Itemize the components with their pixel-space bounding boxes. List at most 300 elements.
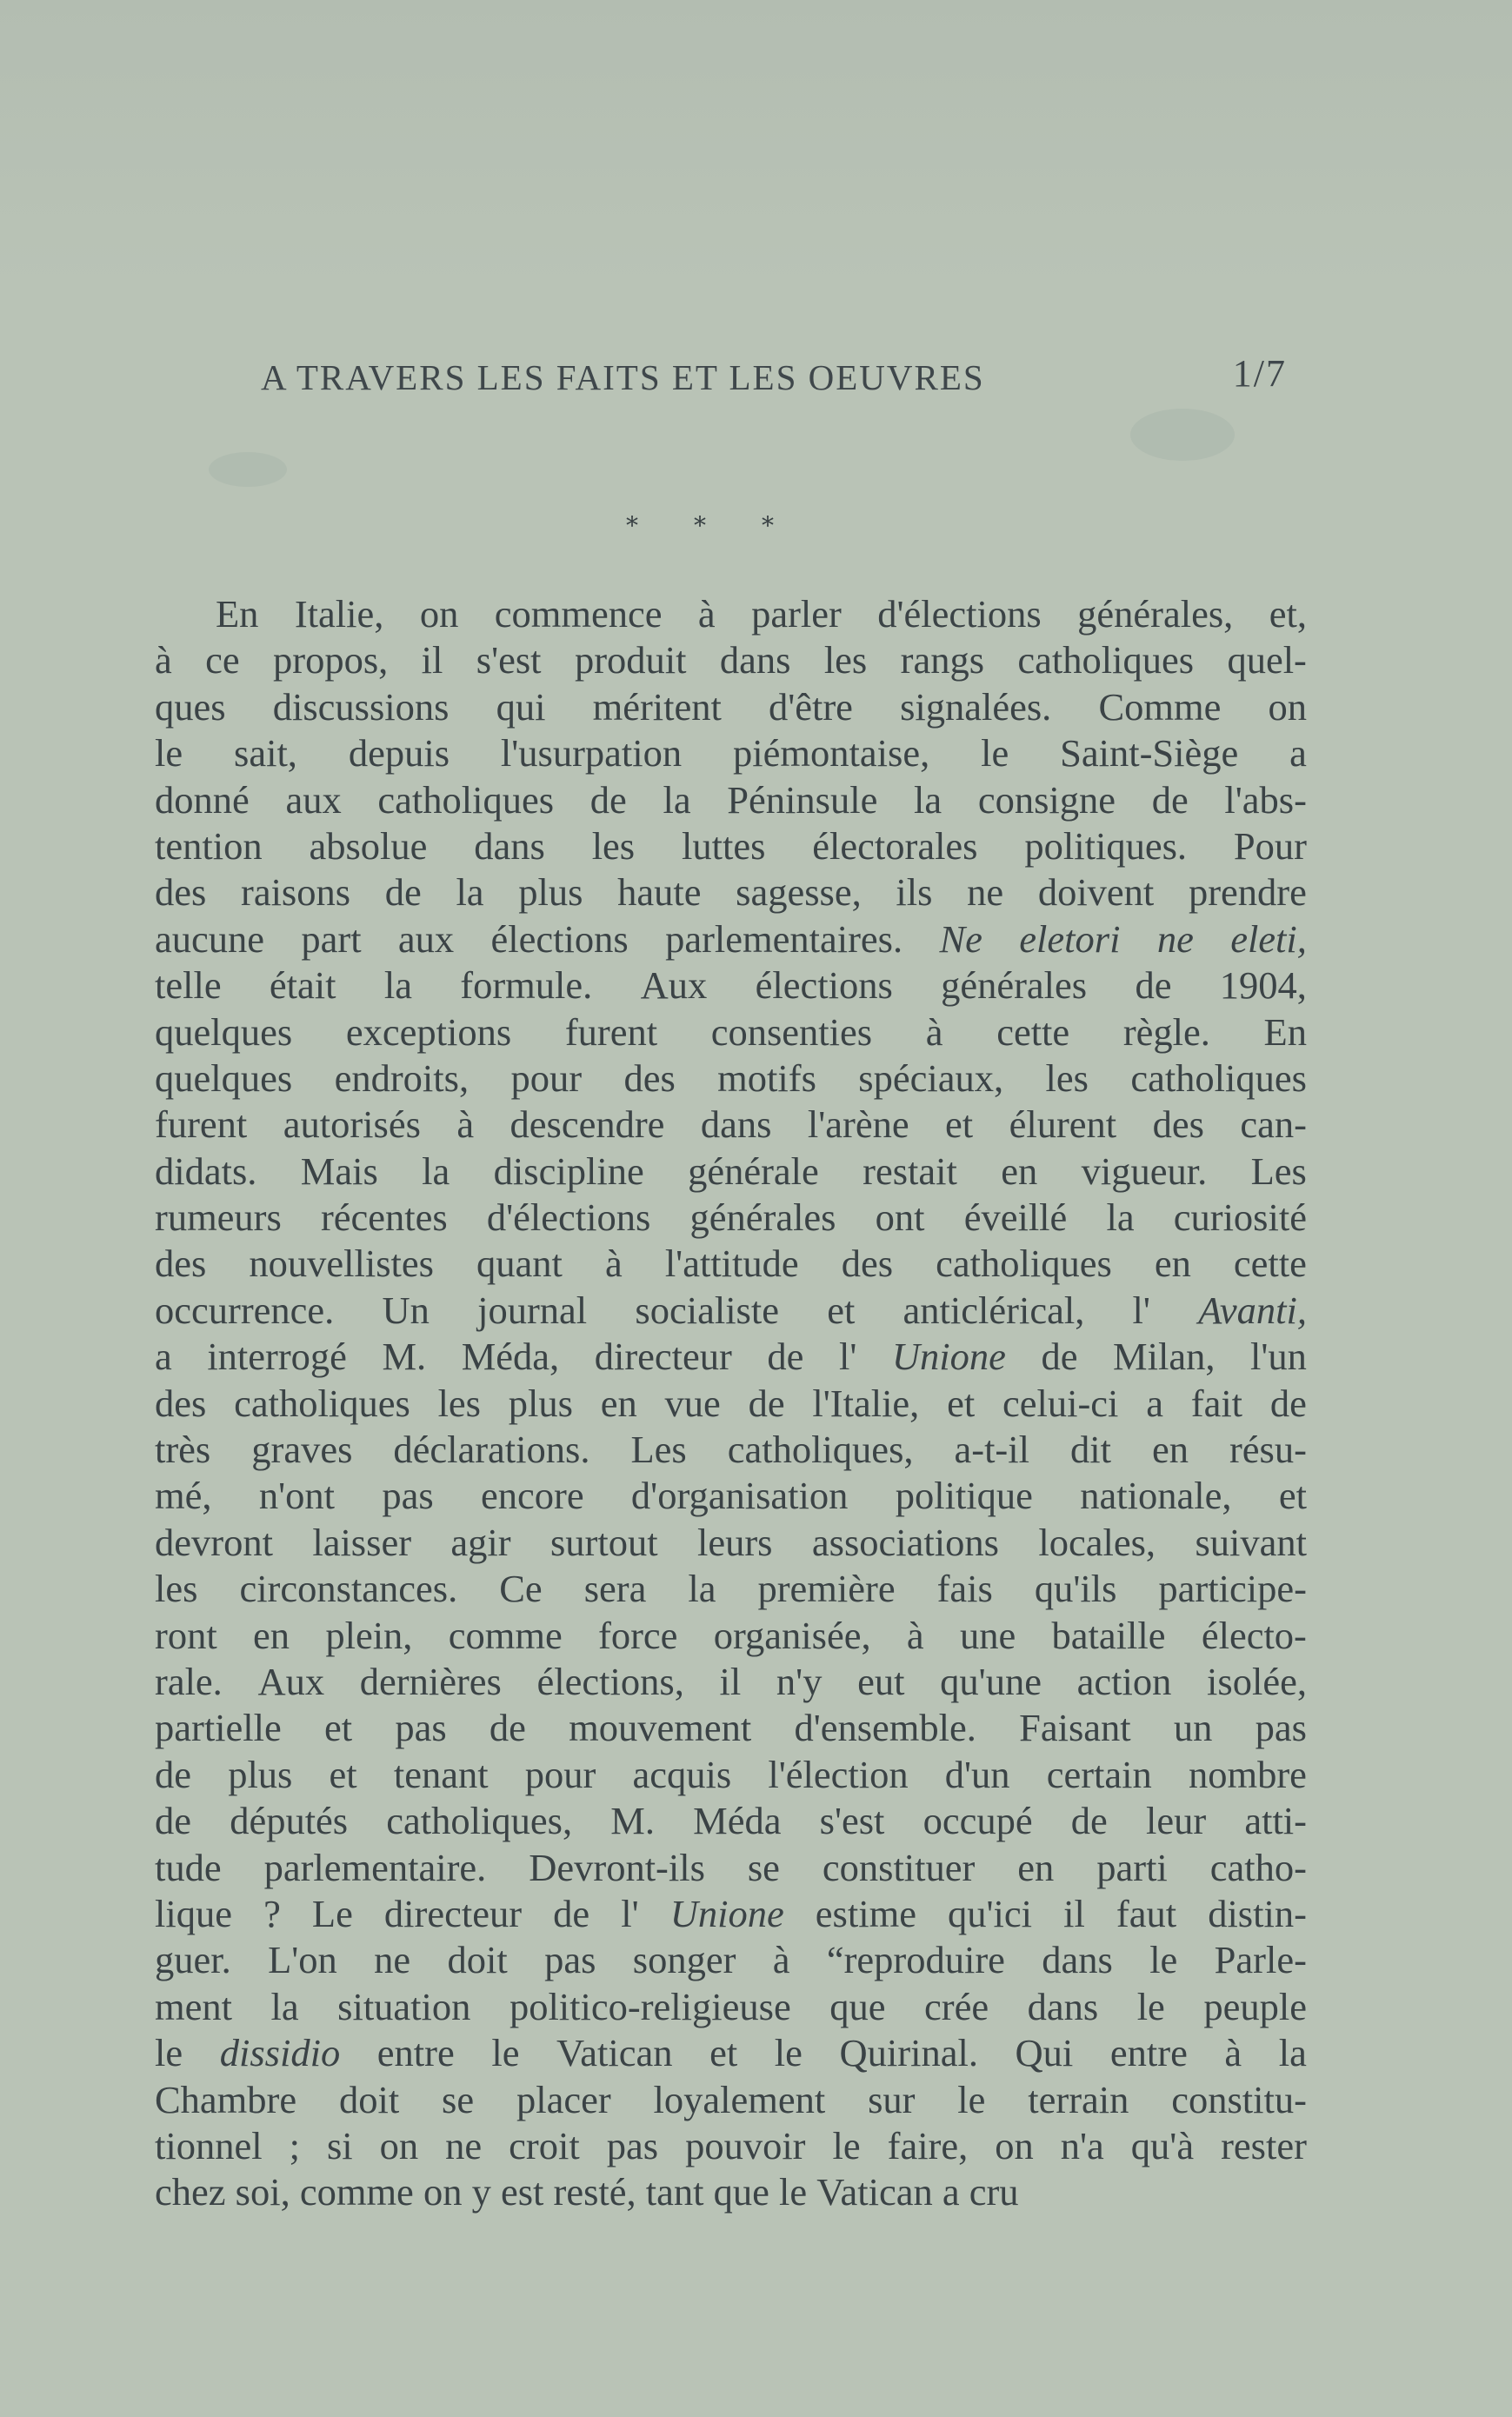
word: et	[709, 2031, 738, 2075]
word: le	[155, 2031, 183, 2075]
word: quant	[476, 1242, 563, 1286]
word: l'élection	[768, 1752, 909, 1796]
word: Méda,	[461, 1335, 560, 1379]
word: élections	[755, 963, 893, 1008]
word: de	[1135, 963, 1172, 1008]
word: associations	[811, 1520, 999, 1564]
word: dans	[474, 823, 545, 868]
word: des	[623, 1055, 676, 1100]
word: ils	[896, 870, 933, 915]
word: on	[423, 2170, 472, 2214]
word: la	[914, 777, 943, 822]
word: fais	[936, 1567, 993, 1611]
word: qu'ils	[1034, 1567, 1117, 1611]
word: motifs	[717, 1055, 816, 1100]
word: de	[767, 1335, 804, 1379]
word: estime	[815, 1891, 916, 1935]
section-break-ornament	[626, 511, 774, 540]
word: fait	[1190, 1381, 1243, 1425]
word: l'	[1132, 1288, 1150, 1332]
word: piémontaise,	[733, 731, 930, 776]
word: en	[253, 1613, 290, 1657]
word: les	[591, 823, 636, 868]
word: on	[379, 2123, 419, 2167]
word: résu-	[1229, 1428, 1307, 1472]
word: doit	[338, 2077, 400, 2121]
word: nombre	[1188, 1752, 1307, 1796]
word: d'ensemble.	[794, 1706, 976, 1750]
word: première	[757, 1567, 896, 1611]
word: la	[270, 1984, 299, 2028]
word: occurrence.	[155, 1288, 335, 1332]
word: et	[827, 1288, 856, 1332]
word: plus	[518, 870, 583, 915]
word: pas	[606, 2123, 659, 2167]
text-line	[155, 1149, 1307, 1195]
word: soi,	[235, 2170, 300, 2214]
word: de	[1151, 777, 1189, 822]
word: Qui	[1015, 2031, 1074, 2075]
word: devront	[155, 1520, 273, 1564]
word: pouvoir	[685, 2123, 806, 2167]
word: la	[1106, 1195, 1135, 1240]
word: l'attitude	[664, 1242, 799, 1286]
word: Unione	[891, 1335, 1006, 1379]
word: à	[697, 592, 716, 636]
text-line	[155, 1845, 1307, 1891]
word: le	[155, 731, 183, 776]
word: vigueur.	[1081, 1149, 1208, 1193]
text-line	[155, 1381, 1307, 1427]
word: constituer	[822, 1845, 976, 1889]
word: que	[713, 2170, 780, 2214]
word: sait,	[234, 731, 297, 776]
word: curiosité	[1173, 1195, 1307, 1240]
word: a	[155, 1335, 172, 1379]
word: aucune	[155, 916, 265, 961]
word: songer	[632, 1938, 736, 1982]
word: absolue	[309, 823, 428, 868]
word: le	[779, 2170, 817, 2214]
word: Péninsule	[727, 777, 878, 822]
word: générales	[689, 1195, 836, 1240]
word: raisons	[241, 870, 351, 915]
word: haute	[617, 870, 702, 915]
word: can-	[1240, 1102, 1307, 1147]
word: pas	[544, 1938, 596, 1982]
word: s'est	[476, 638, 542, 682]
word: partielle	[155, 1706, 282, 1750]
word: parti	[1096, 1845, 1168, 1889]
word: participe-	[1158, 1567, 1307, 1611]
word: a-t-il	[954, 1428, 1029, 1472]
word: entre	[376, 2031, 455, 2075]
word: des	[841, 1242, 894, 1286]
word: Ce	[499, 1567, 543, 1611]
word: peuple	[1203, 1984, 1307, 2028]
word: catholiques	[1130, 1055, 1307, 1100]
word: la	[663, 777, 691, 822]
word: la	[688, 1567, 716, 1611]
word: force	[598, 1613, 678, 1657]
word: ce	[205, 638, 240, 682]
word: aux	[397, 916, 455, 961]
word: ne	[374, 1938, 411, 1982]
text-line	[155, 1752, 1307, 1798]
word: est	[500, 2170, 554, 2214]
running-title: A TRAVERS LES FAITS ET LES OEUVRES	[261, 357, 985, 397]
word: commence	[494, 592, 663, 636]
word: Saint-Siège	[1060, 731, 1239, 776]
word: les	[1045, 1055, 1089, 1100]
word: qu'à	[1130, 2123, 1195, 2167]
word: l'abs-	[1224, 777, 1307, 822]
word: occupé	[923, 1799, 1033, 1843]
word: ;	[289, 2123, 300, 2167]
word: atti-	[1244, 1799, 1307, 1843]
text-line	[155, 637, 1307, 683]
word: et	[1278, 1474, 1307, 1518]
asterisk: *	[762, 511, 774, 540]
word: doivent	[1037, 870, 1155, 915]
word: Les	[630, 1428, 687, 1472]
word: d'organisation	[630, 1474, 849, 1518]
word: agir	[450, 1520, 511, 1564]
word: “reproduire	[826, 1938, 1005, 1982]
word: a	[1289, 731, 1307, 776]
word: cette	[1233, 1242, 1307, 1286]
word: dit	[1069, 1428, 1111, 1472]
word: dans	[700, 1102, 772, 1147]
word: d'être	[768, 684, 853, 729]
word: catholiques	[234, 1381, 410, 1425]
word: électorales	[812, 823, 978, 868]
word: ment	[155, 1984, 232, 2028]
word: Unione	[669, 1891, 784, 1935]
word: n'ont	[258, 1474, 335, 1518]
word: Un	[382, 1288, 430, 1332]
word: Le	[311, 1891, 353, 1935]
word: l'usurpation	[500, 731, 683, 776]
text-line	[155, 962, 1307, 1009]
word: parlementaires.	[665, 916, 903, 961]
text-line	[155, 1520, 1307, 1566]
word: resté,	[553, 2170, 646, 2214]
word: catholiques	[936, 1242, 1112, 1286]
word: faire,	[887, 2123, 969, 2167]
word: ront	[155, 1613, 217, 1657]
running-header	[261, 352, 1287, 409]
word: lique	[155, 1891, 232, 1935]
text-line	[155, 2169, 1307, 2215]
word: comme	[448, 1613, 563, 1657]
word: situation	[337, 1984, 471, 2028]
word: catholiques,	[727, 1428, 914, 1472]
word: prendre	[1188, 870, 1307, 915]
word: rangs	[900, 638, 985, 682]
word: qui	[496, 684, 546, 729]
word: En	[1263, 1009, 1307, 1054]
word: on	[419, 592, 459, 636]
word: de	[384, 870, 422, 915]
word: de	[155, 1799, 192, 1843]
text-line	[155, 1195, 1307, 1241]
word: de	[1269, 1381, 1307, 1425]
word: à	[456, 1102, 475, 1147]
word: eut	[857, 1659, 905, 1703]
word: le	[1149, 1938, 1178, 1982]
word: une	[959, 1613, 1016, 1657]
word: Ne	[939, 916, 982, 961]
word: Avanti,	[1198, 1288, 1307, 1332]
word: part	[301, 916, 362, 961]
word: en	[600, 1381, 637, 1425]
word: comme	[299, 2170, 423, 2214]
word: Italie,	[294, 592, 384, 636]
text-line	[155, 591, 1307, 637]
word: sera	[583, 1567, 647, 1611]
body-paragraph	[155, 591, 1307, 2216]
word: a	[1146, 1381, 1163, 1425]
word: acquis	[632, 1752, 732, 1796]
word: luttes	[681, 823, 766, 868]
word: nouvellistes	[249, 1242, 434, 1286]
asterisk: *	[626, 511, 638, 540]
word: discipline	[493, 1149, 644, 1193]
word: que	[829, 1984, 886, 2028]
word: élections	[490, 916, 629, 961]
word: interrogé	[207, 1335, 347, 1379]
word: Quirinal.	[839, 2031, 978, 2075]
word: le	[491, 2031, 520, 2075]
word: certain	[1046, 1752, 1152, 1796]
word: Aux	[640, 963, 708, 1008]
word: catholiques	[377, 777, 555, 822]
word: telle	[155, 963, 222, 1008]
word: l'arène	[807, 1102, 909, 1147]
word: quelques	[155, 1055, 293, 1100]
word: on	[995, 2123, 1034, 2167]
word: les	[437, 1381, 481, 1425]
word: était	[269, 963, 336, 1008]
word: et	[324, 1706, 353, 1750]
word: guer.	[155, 1938, 231, 1982]
word: un	[1173, 1706, 1213, 1750]
text-line	[155, 684, 1307, 730]
word: en	[1151, 1428, 1189, 1472]
word: de	[155, 1752, 192, 1796]
word: générales,	[1077, 592, 1234, 636]
text-line	[155, 1288, 1307, 1334]
text-line	[155, 1705, 1307, 1751]
word: n'y	[776, 1659, 823, 1703]
word: directeur	[383, 1891, 523, 1935]
word: anticlérical,	[903, 1288, 1085, 1332]
word: ?	[263, 1891, 281, 1935]
word: didats.	[155, 1149, 257, 1193]
text-line	[155, 1427, 1307, 1473]
word: ne	[445, 2123, 483, 2167]
word: la	[383, 963, 412, 1008]
word: l'	[621, 1891, 639, 1935]
word: 1904,	[1219, 963, 1307, 1008]
word: terrain	[1028, 2077, 1129, 2121]
word: Vatican	[816, 2170, 943, 2214]
word: n'a	[1060, 2123, 1104, 2167]
word: dans	[1027, 1984, 1099, 2028]
word: parler	[751, 592, 842, 636]
word: et	[329, 1752, 357, 1796]
word: consenties	[710, 1009, 873, 1054]
word: il	[719, 1659, 742, 1703]
word: des	[155, 1242, 207, 1286]
word: catho-	[1209, 1845, 1307, 1889]
word: quel-	[1227, 638, 1307, 682]
word: formule.	[460, 963, 593, 1008]
word: à	[772, 1938, 790, 1982]
word: la	[456, 870, 484, 915]
word: se	[442, 2077, 475, 2121]
word: les	[823, 638, 868, 682]
word: rale.	[155, 1659, 223, 1703]
word: Aux	[257, 1659, 325, 1703]
word: tant	[645, 2170, 714, 2214]
word: la	[1278, 2031, 1307, 2075]
word: cette	[996, 1009, 1070, 1054]
word: générales	[941, 963, 1088, 1008]
word: doit	[447, 1938, 508, 1982]
word: ne	[1156, 916, 1194, 961]
word: élurent	[1009, 1102, 1117, 1147]
word: plus	[508, 1381, 573, 1425]
word: tionnel	[155, 2123, 263, 2167]
word: il	[421, 638, 443, 682]
word: discussions	[272, 684, 450, 729]
word: on	[1268, 684, 1307, 729]
word: propos,	[273, 638, 389, 682]
word: les	[155, 1567, 198, 1611]
word: d'élections	[877, 592, 1042, 636]
word: quelques	[155, 1009, 293, 1054]
word: ont	[875, 1195, 925, 1240]
word: M.	[382, 1335, 427, 1379]
word: générale	[688, 1149, 819, 1193]
word: aux	[285, 777, 342, 822]
word: mouvement	[569, 1706, 752, 1750]
word: furent	[564, 1009, 658, 1054]
text-line	[155, 1055, 1307, 1102]
word: la	[422, 1149, 450, 1193]
word: eleti,	[1230, 916, 1307, 961]
word: autorisés	[283, 1102, 421, 1147]
word: le	[1136, 1984, 1165, 2028]
word: dissidio	[219, 2031, 341, 2075]
word: des	[1152, 1102, 1204, 1147]
word: exceptions	[345, 1009, 512, 1054]
word: placer	[516, 2077, 611, 2121]
word: de	[589, 777, 627, 822]
word: constitu-	[1171, 2077, 1307, 2121]
word: leurs	[697, 1520, 773, 1564]
word: rester	[1221, 2123, 1307, 2167]
word: y	[471, 2170, 501, 2214]
word: journal	[477, 1288, 588, 1332]
text-line	[155, 916, 1307, 962]
word: de	[748, 1381, 785, 1425]
word: politico-religieuse	[509, 1984, 791, 2028]
word: encore	[481, 1474, 584, 1518]
text-line	[155, 1473, 1307, 1519]
text-line	[155, 777, 1307, 823]
word: députés	[230, 1799, 349, 1843]
word: à	[1224, 2031, 1242, 2075]
text-line	[155, 1659, 1307, 1705]
word: à	[155, 638, 172, 682]
word: circonstances.	[239, 1567, 458, 1611]
word: tention	[155, 823, 263, 868]
word: qu'ici	[948, 1891, 1033, 1935]
word: catholiques	[1017, 638, 1195, 682]
word: sur	[868, 2077, 916, 2121]
word: déclarations.	[393, 1428, 590, 1472]
word: locales,	[1038, 1520, 1156, 1564]
word: laisser	[312, 1520, 412, 1564]
word: loyalement	[653, 2077, 826, 2121]
text-line	[155, 2030, 1307, 2076]
word: pour	[510, 1055, 583, 1100]
word: si	[326, 2123, 353, 2167]
word: et,	[1269, 592, 1307, 636]
word: des	[155, 1381, 207, 1425]
word: suivant	[1195, 1520, 1307, 1564]
word: récentes	[320, 1195, 448, 1240]
asterisk: *	[694, 511, 706, 540]
word: rumeurs	[155, 1195, 282, 1240]
text-line	[155, 2077, 1307, 2123]
word: ne	[967, 870, 1004, 915]
word: le	[957, 2077, 986, 2121]
text-line	[155, 1241, 1307, 1287]
word: en	[1001, 1149, 1038, 1193]
word: nationale,	[1080, 1474, 1232, 1518]
page-number: 1/7	[1232, 352, 1287, 395]
word: furent	[155, 1102, 248, 1147]
word: le	[774, 2031, 803, 2075]
word: tude	[155, 1845, 222, 1889]
word: dans	[719, 638, 791, 682]
text-line	[155, 869, 1307, 916]
word: tenant	[393, 1752, 489, 1796]
word: Devront-ils	[529, 1845, 705, 1889]
word: faut	[1116, 1891, 1177, 1935]
word: croit	[509, 2123, 580, 2167]
word: bataille	[1051, 1613, 1166, 1657]
word: spéciaux,	[858, 1055, 1004, 1100]
word: électo-	[1201, 1613, 1307, 1657]
word: socialiste	[635, 1288, 779, 1332]
word: d'un	[944, 1752, 1010, 1796]
word: Vatican	[556, 2031, 673, 2075]
word: des	[155, 870, 207, 915]
word: graves	[251, 1428, 353, 1472]
word: consigne	[977, 777, 1116, 822]
text-line	[155, 730, 1307, 776]
word: il	[1063, 1891, 1085, 1935]
word: à	[925, 1009, 943, 1054]
word: crée	[924, 1984, 989, 2028]
text-line	[155, 1334, 1307, 1380]
word: méritent	[592, 684, 722, 729]
